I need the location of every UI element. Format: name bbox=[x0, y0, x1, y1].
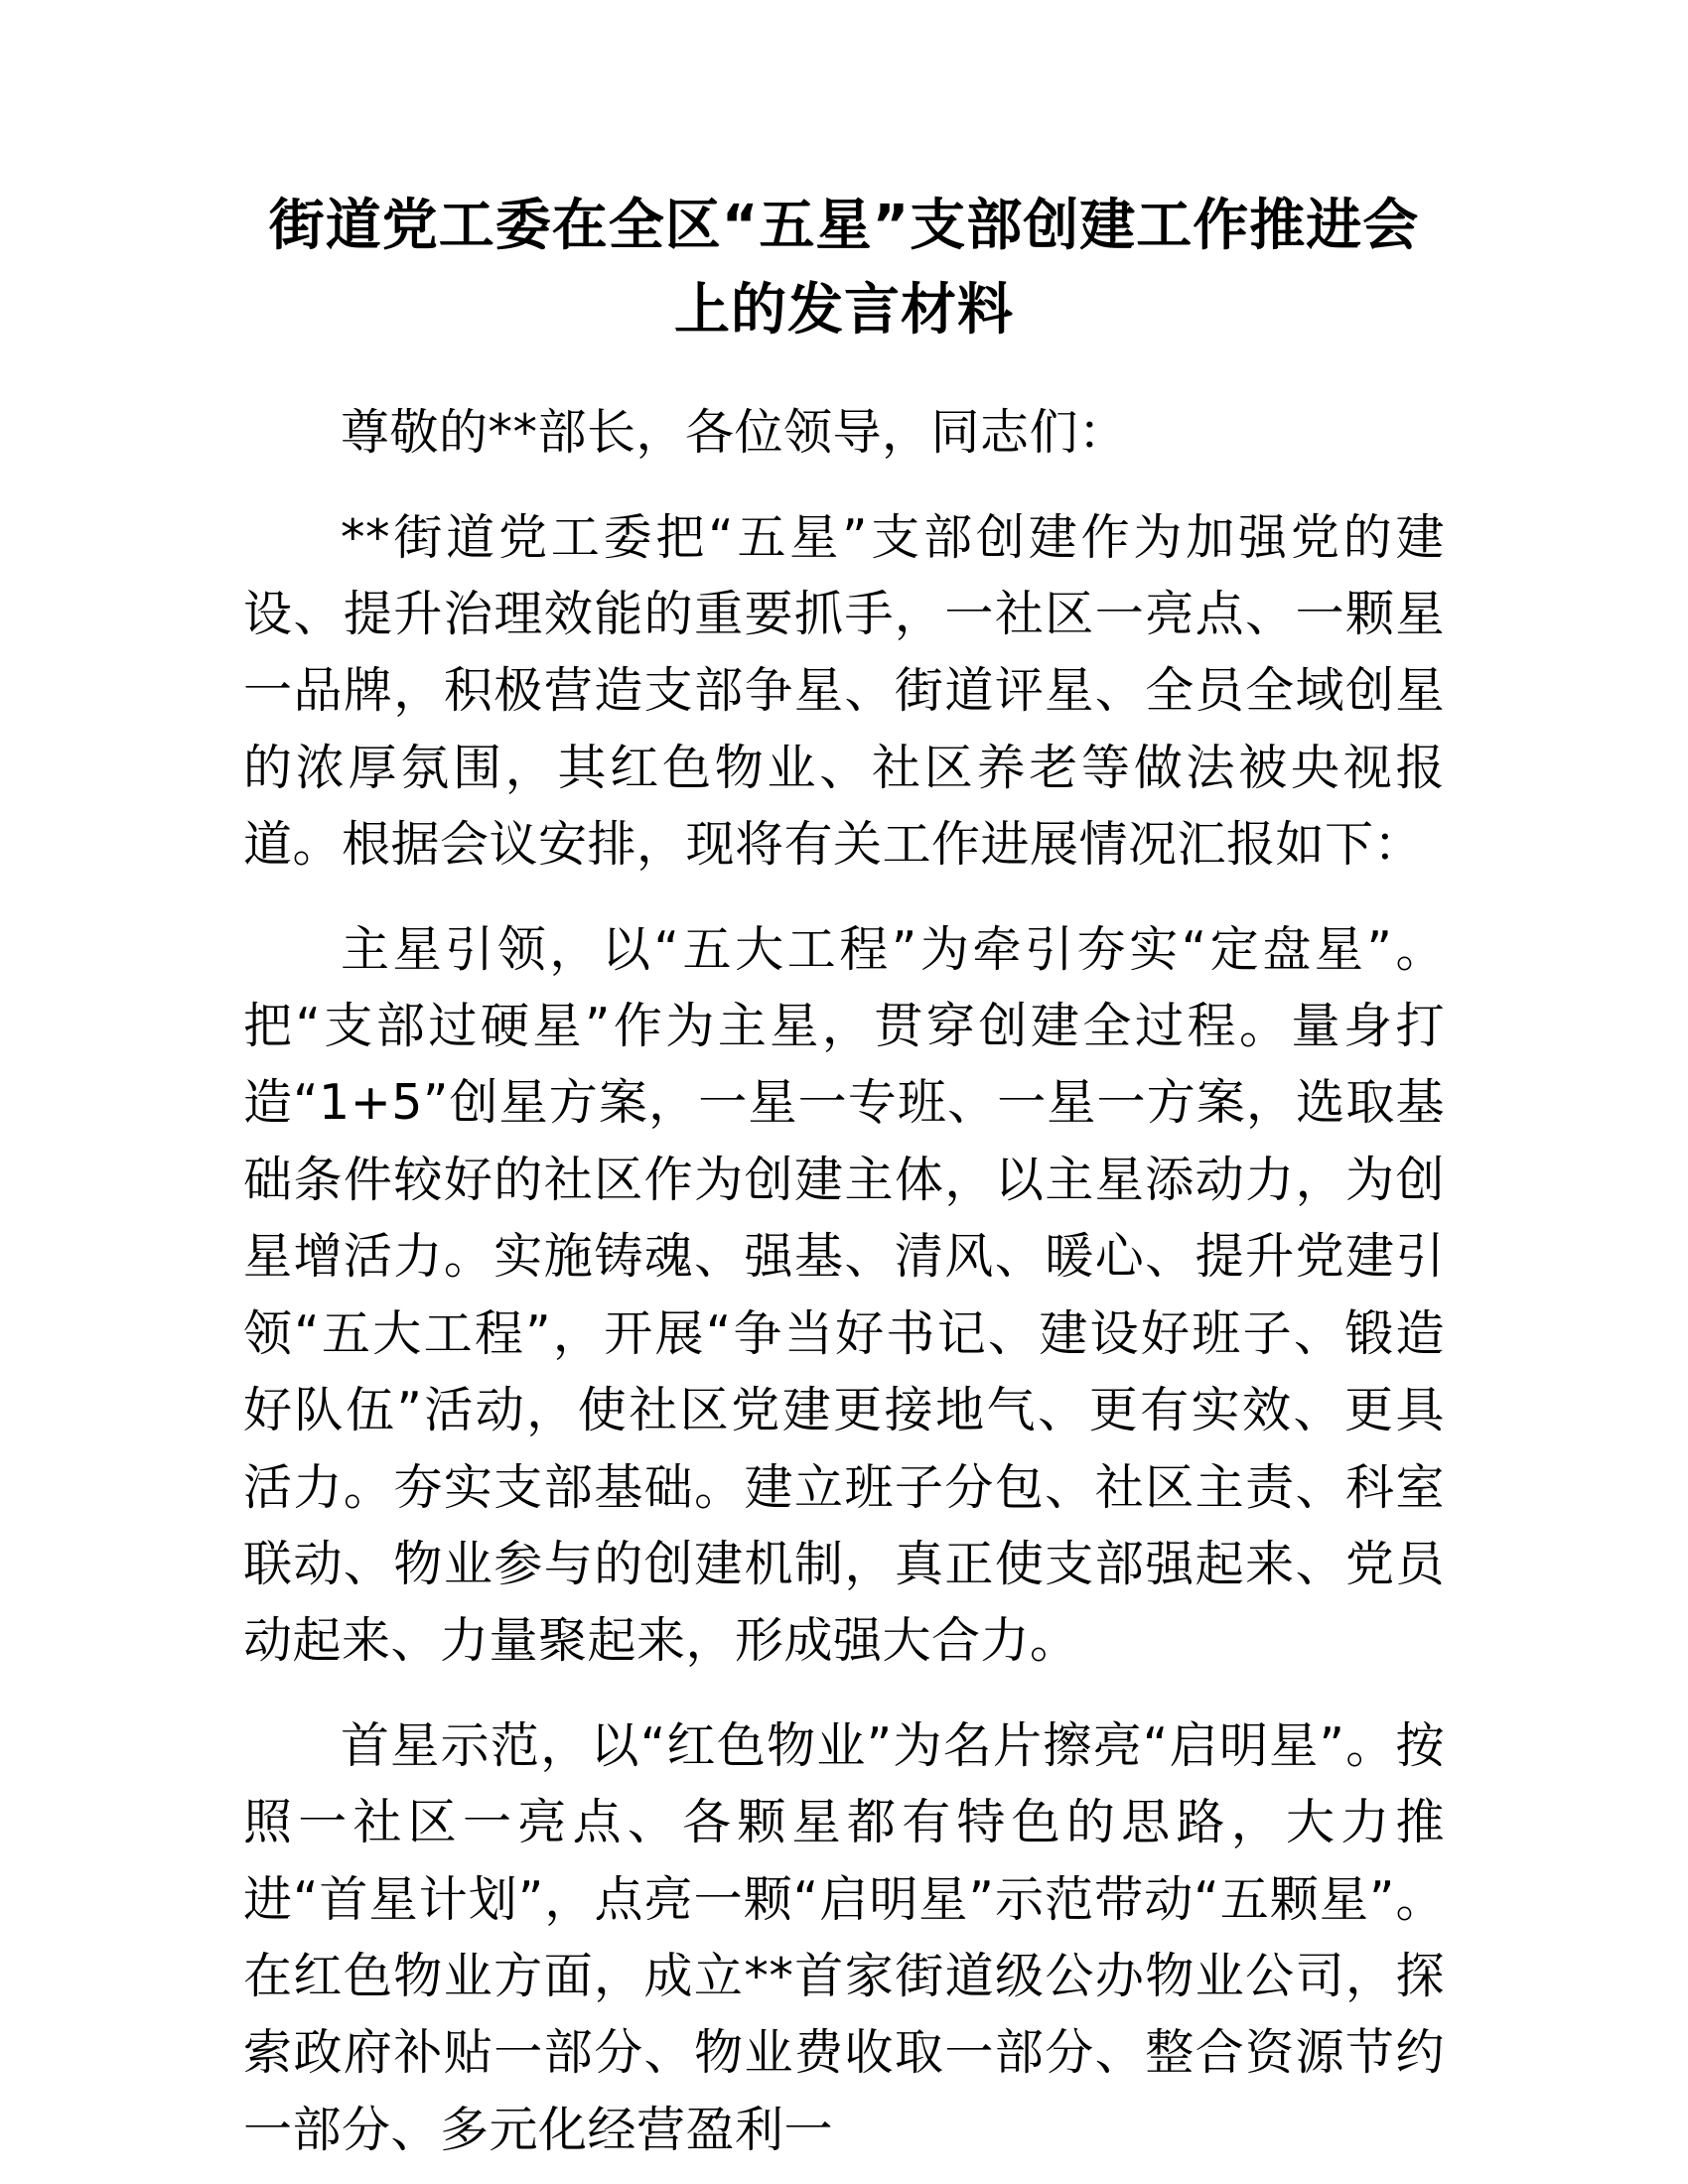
intro-paragraph: **街道党工委把“五星”支部创建作为加强党的建设、提升治理效能的重要抓手，一社区一亮点、一颗星一品牌，积极营造支部争星、街道评星、全员全域创星的浓厚氛围，其红色物业、社区养老等做法被央视报道。根据会议安排，现将有关工作进展情况汇报如下： bbox=[243, 508, 1445, 874]
main-star-paragraph: 主星引领，以“五大工程”为牵引夯实“定盘星”。把“支部过硬星”作为主星，贯穿创建全过程。量身打造“1+5”创星方案，一星一专班、一星一方案，选取基础条件较好的社区作为创建主体，以主星添动力，为创星增活力。实施铸魂、强基、清风、暖心、提升党建引领“五大工程”，开展“争当好书记、建设好班子、锻造好队伍”活动，使社区党建更接地气、更有实效、更具活力。夯实支部基础。建立班子分包、社区主责、科室联动、物业参与的创建机制，真正使支部强起来、党员动起来、力量聚起来，形成强大合力。 bbox=[243, 920, 1445, 1670]
first-star-paragraph: 首星示范，以“红色物业”为名片擦亮“启明星”。按照一社区一亮点、各颗星都有特色的思路，大力推进“首星计划”，点亮一颗“启明星”示范带动“五颗星”。在红色物业方面，成立**首家街道级公办物业公司，探索政府补贴一部分、物业费收取一部分、整合资源节约一部分、多元化经营盈利一 bbox=[243, 1716, 1445, 2158]
salutation-paragraph: 尊敬的**部长，各位领导，同志们： bbox=[341, 404, 1128, 462]
document-title: 街道党工委在全区“五星”支部创建工作推进会上的发言材料 bbox=[268, 194, 1420, 343]
